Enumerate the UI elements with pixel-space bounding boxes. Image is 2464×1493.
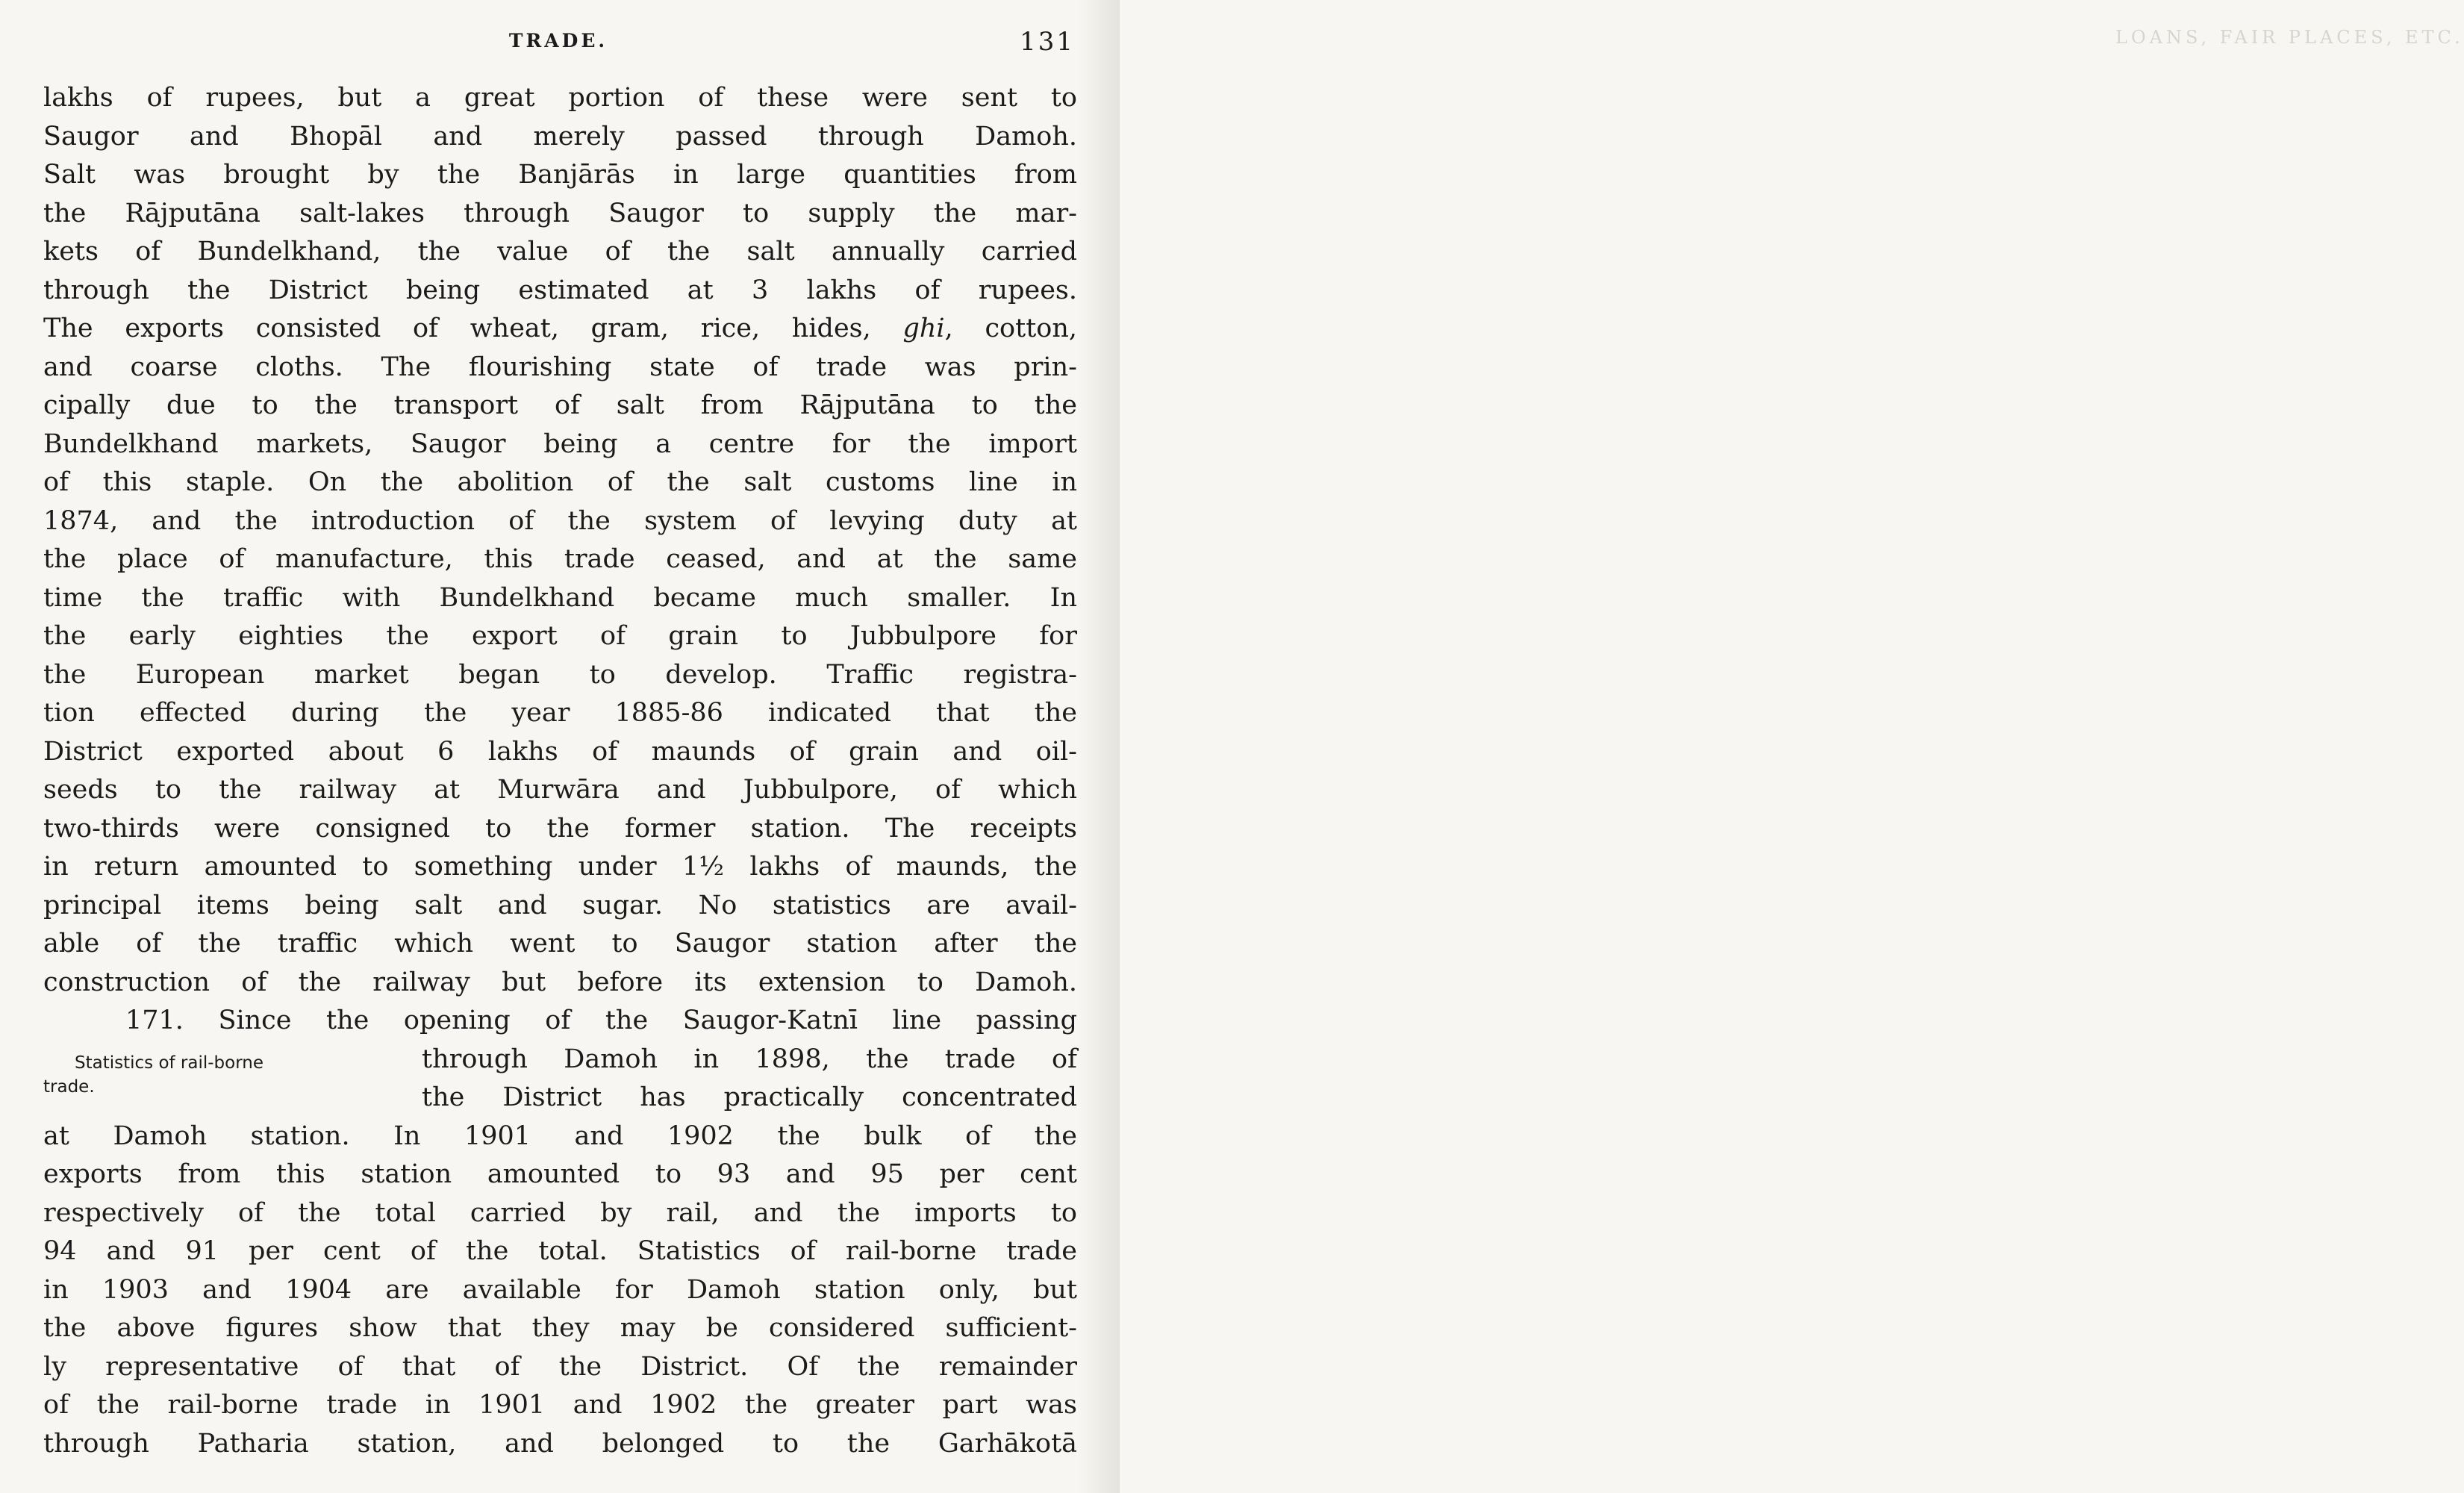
text-line: of this staple. On the abolition of the salt customs line in [43,467,1077,497]
text-line: cipally due to the transport of salt from Rājputāna to the [43,390,1077,420]
marginal-note [43,1051,373,1099]
text-line: through Damoh in 1898, the trade of [422,1044,1077,1074]
running-head: TRADE. [508,30,608,52]
text-line: 94 and 91 per cent of the total. Statistics of rail-borne trade [43,1236,1077,1266]
facing-page-edge [1078,0,2464,1493]
facing-page-ghost-text: LOANS, FAIR PLACES, ETC. [2115,27,2464,48]
text-line: seeds to the railway at Murwāra and Jubbulpore, of which [43,775,1077,805]
page-number: 131 [1020,27,1075,57]
text-line: District exported about 6 lakhs of maunds of grain and oil- [43,736,1077,767]
text-line: and coarse cloths. The flourishing state of trade was prin- [43,352,1077,382]
text-line: through Patharia station, and belonged to the Garhākotā [43,1428,1077,1459]
text-line: kets of Bundelkhand, the value of the salt annually carried [43,237,1077,267]
sidenote-row [43,1041,1077,1118]
text-line: the District has practically concentrated [422,1082,1077,1112]
text-line: tion effected during the year 1885-86 indicated that the [43,698,1077,728]
text-line: in 1903 and 1904 are available for Damoh station only, but [43,1274,1077,1305]
italic-word-ghi: ghi [902,314,945,343]
marginal-note-line-2: trade. [43,1076,95,1097]
text-line: ly representative of that of the District. Of the remainder [43,1351,1077,1382]
text-line: the early eighties the export of grain to Jubbulpore for [43,621,1077,651]
text-line-exports [43,310,1077,349]
paragraph-171-first-line: 171. Since the opening of the Saugor-Katnī line passing [125,1006,1077,1035]
text-line: the Rājputāna salt-lakes through Saugor to supply the mar- [43,198,1077,228]
text-line: at Damoh station. In 1901 and 1902 the bulk of the [43,1120,1077,1151]
exports-text-before: The exports consisted of wheat, gram, rice, hides, [43,314,903,343]
text-line: able of the traffic which went to Saugor station after the [43,929,1077,959]
body-text [43,79,1077,1463]
sidenote-adjacent-lines [422,1041,1077,1118]
text-line: construction of the railway but before its extension to Damoh. [43,967,1077,997]
text-line: Salt was brought by the Banjārās in large quantities from [43,160,1077,190]
text-line: principal items being salt and sugar. No statistics are avail- [43,890,1077,920]
text-line: respectively of the total carried by rail, and the imports to [43,1197,1077,1228]
text-line: time the traffic with Bundelkhand became much smaller. In [43,582,1077,613]
text-line: of the rail-borne trade in 1901 and 1902 the greater part was [43,1390,1077,1420]
page-header [42,27,1075,57]
text-line: exports from this station amounted to 93 and 95 per cent [43,1159,1077,1189]
text-line: lakhs of rupees, but a great portion of these were sent to [43,83,1077,113]
text-line: 1874, and the introduction of the system of levying duty at [43,505,1077,536]
text-line: Bundelkhand markets, Saugor being a centre for the import [43,428,1077,459]
text-line: two-thirds were consigned to the former station. The receipts [43,813,1077,844]
text-line: in return amounted to something under 1½ lakhs of maunds, the [43,852,1077,882]
text-line: Saugor and Bhopāl and merely passed through Damoh. [43,121,1077,152]
text-line: the above figures show that they may be considered sufficient- [43,1313,1077,1343]
text-line: the European market began to develop. Traffic registra- [43,659,1077,690]
marginal-note-line-1: Statistics of rail-borne [75,1053,264,1073]
text-line: the place of manufacture, this trade ceased, and at the same [43,544,1077,574]
text-line: through the District being estimated at 3 lakhs of rupees. [43,275,1077,305]
exports-text-after: , cotton, [944,314,1077,343]
